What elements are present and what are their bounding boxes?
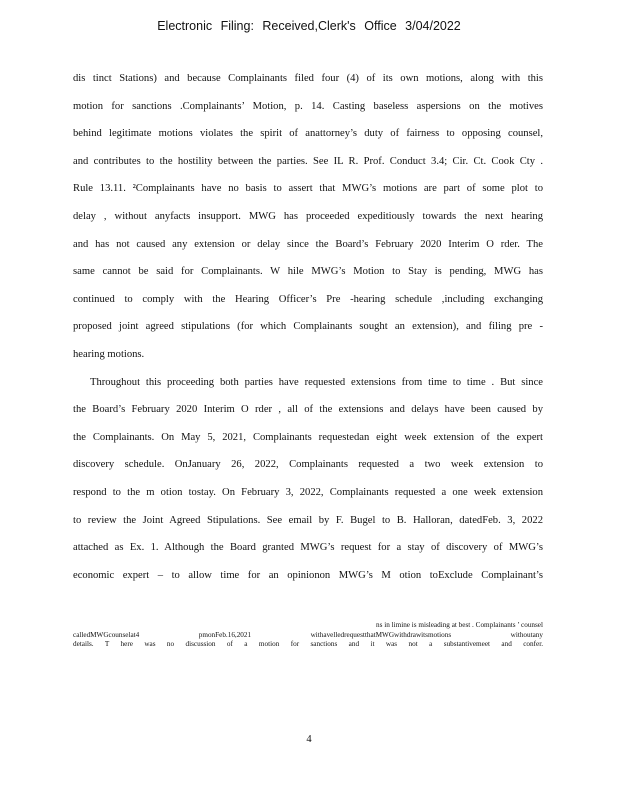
text-line: behind legitimate motions violates the spirit of anattorney’s duty of fairness to opposing counsel,	[73, 128, 543, 140]
text-line: respond to the m otion tostay. On February 3, 2022, Complainants requested a one week extension	[73, 486, 543, 498]
text-line: economic expert – to allow time for an opinionon MWG’s M otion toExclude Complainant’s	[73, 569, 543, 581]
page-number: 4	[306, 734, 312, 745]
text-line: motion for sanctions .Complainants’ Motion, p. 14. Casting baseless aspersions on the motives	[73, 100, 543, 112]
text-line: and has not caused any extension or delay since the Board’s February 2020 Interim O rder. The	[73, 238, 543, 250]
text-line: the Complainants. On May 5, 2021, Complainants requestedan eight week extension of the expert	[73, 431, 543, 443]
footnote-line: details. T here was no discussion of a motion for sanctions and it was not a substantivemeet and confer.	[73, 640, 543, 648]
text-line: hearing motions.	[73, 348, 145, 360]
text-line: proposed joint agreed stipulations (for which Complainants sought an extension), and filing pre -	[73, 321, 543, 333]
text-line: same cannot be said for Complainants. W hile MWG’s Motion to Stay is pending, MWG has	[73, 266, 543, 278]
text-line: Throughout this proceeding both parties have requested extensions from time to time . But since	[90, 376, 543, 388]
text-line: to review the Joint Agreed Stipulations. See email by F. Bugel to B. Halloran, datedFeb. 3, 2022	[73, 514, 543, 526]
text-line: and contributes to the hostility between the parties. See IL R. Prof. Conduct 3.4; Cir. Ct. Cook Cty .	[73, 155, 543, 167]
electronic-filing-header: Electronic Filing: Received,Clerk's Office 3/04/2022	[157, 19, 461, 33]
text-line: dis tinct Stations) and because Complainants filed four (4) of its own motions, along with this	[73, 73, 543, 84]
text-line: Rule 13.11. ²Complainants have no basis to assert that MWG’s motions are part of some plot to	[73, 183, 543, 195]
text-line: attached as Ex. 1. Although the Board granted MWG’s request for a stay of discovery of MWG’s	[73, 542, 543, 554]
text-line: delay , without anyfacts insupport. MWG has proceeded expeditiously towards the next hearing	[73, 210, 543, 222]
body-text	[73, 68, 543, 592]
footnote-line: calledMWGcounselat4 pmonFeb.16,2021 withavelledrequestthatMWGwithdrawitsmotions withoutany	[73, 630, 543, 639]
text-line: continued to comply with the Hearing Officer’s Pre -hearing schedule ,including exchanging	[73, 293, 543, 305]
footnote-line: ns in limine is misleading at best . Complainants ’ counsel	[376, 621, 543, 629]
text-line: discovery schedule. OnJanuary 26, 2022, Complainants requested a two week extension to	[73, 459, 543, 471]
footnote	[73, 620, 543, 649]
text-line: the Board’s February 2020 Interim O rder , all of the extensions and delays have been caused by	[73, 404, 543, 416]
